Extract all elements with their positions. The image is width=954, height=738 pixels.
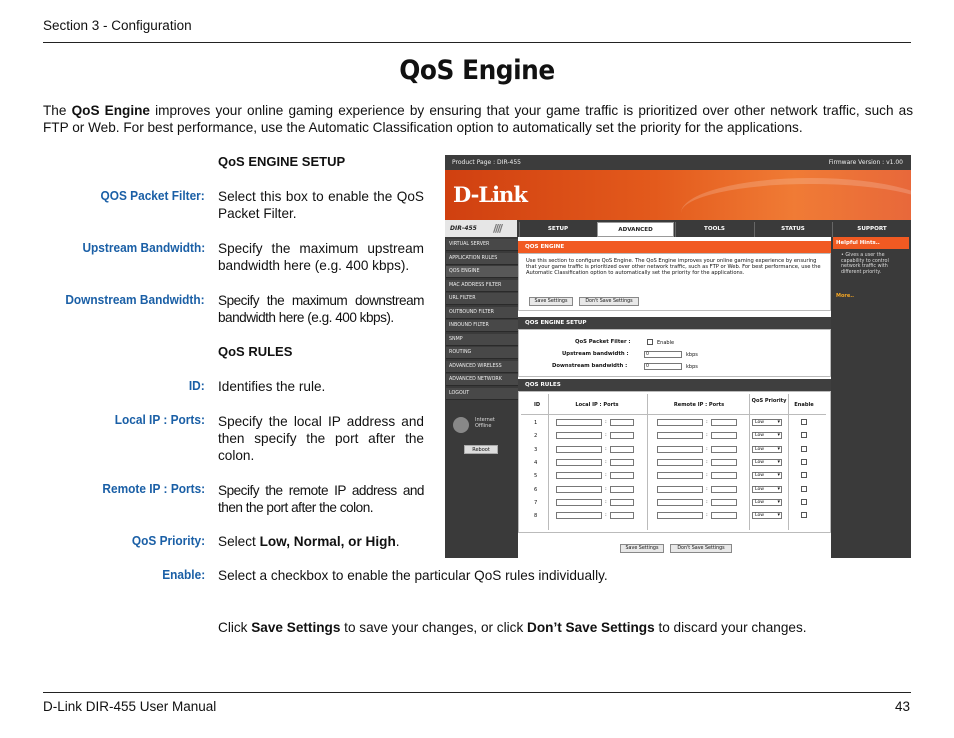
downstream-label: Downstream bandwidth : [552,363,628,369]
term-priority: QoS Priority: [131,534,205,548]
nav-advanced-network[interactable]: ADVANCED NETWORK [446,374,518,386]
local-port-input[interactable] [610,499,634,506]
rule-id: 3 [534,446,538,453]
local-colon: : [605,445,607,452]
rule-enable-checkbox[interactable] [801,512,807,518]
product-page: Product Page : DIR-455 [452,159,521,166]
remote-ip-input[interactable] [657,512,703,519]
term-packet-filter: QOS Packet Filter: [100,189,205,203]
local-ip-input[interactable] [556,446,602,453]
rule-enable-checkbox[interactable] [801,472,807,478]
rule-id: 4 [534,459,538,466]
tab-status[interactable]: STATUS [754,222,831,237]
packet-filter-checkbox[interactable] [647,339,653,345]
priority-select[interactable]: Low ▾ [752,472,782,479]
rules-heading: QoS RULES [218,344,293,359]
remote-colon: : [706,498,708,505]
page-title: QoS Engine [399,55,555,86]
rule-id: 7 [534,499,538,506]
remote-ip-input[interactable] [657,459,703,466]
term-local-ip: Local IP : Ports: [114,413,205,427]
rule-row [519,512,832,524]
intro-rest: improves your online gaming experience by ensuring that your game traffic is prioritized over other network traffic, such as FTP or Web. For best performance, use the Automatic Classification option to automatically set the priority for the applications. [43,103,914,135]
qos-rules-header: QOS RULES [518,379,831,391]
hints-text: • Gives a user the capability to control network traffic with different priority. [841,253,889,275]
nav-routing[interactable]: ROUTING [446,347,518,359]
local-colon: : [605,419,607,425]
internet-globe-icon [453,417,469,433]
rule-enable-checkbox[interactable] [801,432,807,438]
qos-setup-header: QOS ENGINE SETUP [518,317,831,329]
priority-select[interactable]: Low ▾ [752,499,782,506]
click-p3: to discard your changes. [654,620,807,635]
hints-more-link[interactable]: More.. [836,293,855,299]
nav-url-filter[interactable]: URL FILTER [446,293,518,305]
upstream-unit: kbps [686,352,698,358]
remote-ip-input[interactable] [657,499,703,506]
local-colon: : [605,512,607,519]
nav-mac-filter[interactable]: MAC ADDRESS FILTER [446,280,518,292]
priority-bold: Low, Normal, or High [259,534,396,549]
setup-heading: QoS ENGINE SETUP [218,154,346,169]
intro-prefix: The [43,103,72,118]
remote-colon: : [706,472,708,479]
enable-text: Enable [657,340,675,346]
dont-save-button-bottom[interactable]: Don't Save Settings [670,544,732,553]
remote-port-input[interactable] [711,472,737,479]
dont-save-button-top[interactable]: Don't Save Settings [579,297,639,306]
qos-rules-panel [518,391,831,533]
upstream-label: Upstream bandwidth : [562,351,629,357]
intro-bold: QoS Engine [71,103,150,118]
model-name: DIR-455 [450,225,477,232]
desc-local-ip: Specify the local IP address and then specify the port after the colon. [218,414,424,463]
save-instructions [218,620,807,635]
desc-priority [218,533,458,550]
local-port-input[interactable] [610,446,634,453]
local-ip-input[interactable] [556,472,602,479]
term-enable: Enable: [162,568,205,582]
rule-id: 5 [534,473,538,480]
hints-panel [831,237,911,558]
local-colon: : [605,485,607,492]
rule-row [519,486,832,498]
rule-row [519,419,832,431]
rule-id: 1 [534,420,538,426]
rule-enable-checkbox[interactable] [801,459,807,465]
nav-inbound-filter[interactable]: INBOUND FILTER [446,320,518,332]
remote-port-input[interactable] [711,432,737,439]
local-ip-input[interactable] [556,459,602,466]
tab-setup[interactable]: SETUP [519,222,596,237]
term-upstream: Upstream Bandwidth: [82,241,205,255]
rule-enable-checkbox[interactable] [801,446,807,452]
hints-body [833,249,909,309]
local-ip-input[interactable] [556,419,602,426]
qos-setup-panel [518,329,831,377]
model-bar [445,220,517,237]
footer-divider [43,692,911,693]
local-port-input[interactable] [610,472,634,479]
col-priority: QoS Priority [751,398,787,404]
term-remote-ip: Remote IP : Ports: [102,482,205,496]
remote-colon: : [706,445,708,452]
priority-select[interactable]: Low ▾ [752,446,782,453]
page-number: 43 [894,699,910,714]
local-port-input[interactable] [610,459,634,466]
nav-logout[interactable]: LOGOUT [446,388,518,400]
packet-filter-label: QoS Packet Filter : [575,339,631,345]
remote-colon: : [706,512,708,519]
rule-row [519,472,832,484]
rule-enable-checkbox[interactable] [801,486,807,492]
priority-prefix: Select [218,534,260,549]
internet-status: Internet Offline [475,417,495,429]
col-id: ID [533,402,541,408]
intro-paragraph [43,102,913,136]
header-divider [43,42,911,43]
dlink-logo: D-Link [453,182,527,207]
router-screenshot [445,155,911,558]
remote-ip-input[interactable] [657,446,703,453]
remote-port-input[interactable] [711,459,737,466]
rule-enable-checkbox[interactable] [801,419,807,425]
tab-tools[interactable]: TOOLS [675,222,753,237]
local-colon: : [605,472,607,479]
priority-select[interactable]: Low ▾ [752,486,782,493]
rule-enable-checkbox[interactable] [801,499,807,505]
downstream-input[interactable]: 0 [644,363,682,370]
tab-advanced[interactable]: ADVANCED [597,222,674,237]
tab-support[interactable]: SUPPORT [832,222,911,237]
remote-ip-input[interactable] [657,432,703,439]
local-colon: : [605,432,607,439]
nav-virtual-server[interactable]: VIRTUAL SERVER [446,239,518,251]
remote-ip-input[interactable] [657,486,703,493]
remote-colon: : [706,458,708,465]
desc-enable: Select a checkbox to enable the particular QoS rules individually. [218,568,608,583]
remote-ip-input[interactable] [657,419,703,426]
hints-header: Helpful Hints.. [833,237,909,249]
left-nav [445,237,518,558]
local-port-input[interactable] [610,419,634,426]
local-ip-input[interactable] [556,499,602,506]
footer-manual-title: D-Link DIR-455 User Manual [43,699,217,714]
nav-qos-engine[interactable]: QOS ENGINE [446,266,518,278]
remote-ip-input[interactable] [657,472,703,479]
local-colon: : [605,498,607,505]
firmware-version: Firmware Version : v1.00 [828,159,903,166]
model-stripes: //// [493,222,502,235]
remote-colon: : [706,432,708,439]
desc-remote-ip: Specify the remote IP address and then the port after the colon. [218,483,424,515]
desc-packet-filter: Select this box to enable the QoS Packet Filter. [218,189,424,221]
remote-port-input[interactable] [711,499,737,506]
priority-select[interactable]: Low ▾ [752,512,782,519]
local-port-input[interactable] [610,432,634,439]
qos-rules-table [519,392,832,534]
term-downstream: Downstream Bandwidth: [65,293,205,307]
term-id: ID: [189,379,205,393]
save-settings-button-bottom[interactable]: Save Settings [620,544,664,553]
local-port-input[interactable] [610,486,634,493]
product-bar [445,155,911,170]
qos-engine-panel [518,253,831,311]
rule-id: 6 [534,486,538,493]
local-ip-input[interactable] [556,512,602,519]
main-content [518,237,831,558]
local-ip-input[interactable] [556,486,602,493]
priority-select[interactable]: Low ▾ [752,419,782,426]
col-remote: Remote IP : Ports [673,402,725,408]
click-p2: to save your changes, or click [340,620,528,635]
nav-application-rules[interactable]: APPLICATION RULES [446,253,518,265]
priority-suffix: . [395,534,400,549]
desc-id: Identifies the rule. [218,379,326,394]
rule-row [519,446,832,458]
qos-engine-header: QOS ENGINE [518,241,831,253]
remote-colon: : [706,419,708,425]
nav-outbound-filter[interactable]: OUTBOUND FILTER [446,307,518,319]
rule-row [519,459,832,471]
upstream-input[interactable]: 0 [644,351,682,358]
remote-port-input[interactable] [711,512,737,519]
qos-engine-text: Use this section to configure QoS Engine. The QoS Engine improves your online gaming experience by ensuring that your game traffic is prioritized over other network traffic, such as FTP or Web. For best performance, use the Automatic Classification option to automatically set the priority for the applications. [526,258,821,276]
dlink-banner [445,170,911,220]
rule-id: 2 [534,433,538,440]
nav-snmp[interactable]: SNMP [446,334,518,346]
click-p1: Click [218,620,252,635]
desc-upstream: Specify the maximum upstream bandwidth here (e.g. 400 kbps). [218,241,424,273]
section-header: Section 3 - Configuration [43,18,192,33]
rule-row [519,499,832,511]
nav-advanced-wireless[interactable]: ADVANCED WIRELESS [446,361,518,373]
remote-colon: : [706,485,708,492]
remote-port-input[interactable] [711,486,737,493]
rule-row [519,432,832,444]
header-divider-line [521,414,826,415]
reboot-button[interactable]: Reboot [464,445,498,454]
click-b1: Save Settings [251,620,341,635]
desc-downstream: Specify the maximum downstream bandwidth here (e.g. 400 kbps). [218,293,424,325]
local-port-input[interactable] [610,512,634,519]
downstream-unit: kbps [686,364,698,370]
priority-select[interactable]: Low ▾ [752,432,782,439]
click-b2: Don’t Save Settings [527,620,655,635]
remote-port-input[interactable] [711,446,737,453]
remote-port-input[interactable] [711,419,737,426]
priority-select[interactable]: Low ▾ [752,459,782,466]
local-ip-input[interactable] [556,432,602,439]
col-local: Local IP : Ports [575,402,619,408]
save-settings-button-top[interactable]: Save Settings [529,297,573,306]
col-enable: Enable [794,402,814,408]
local-colon: : [605,458,607,465]
rule-id: 8 [534,513,538,520]
